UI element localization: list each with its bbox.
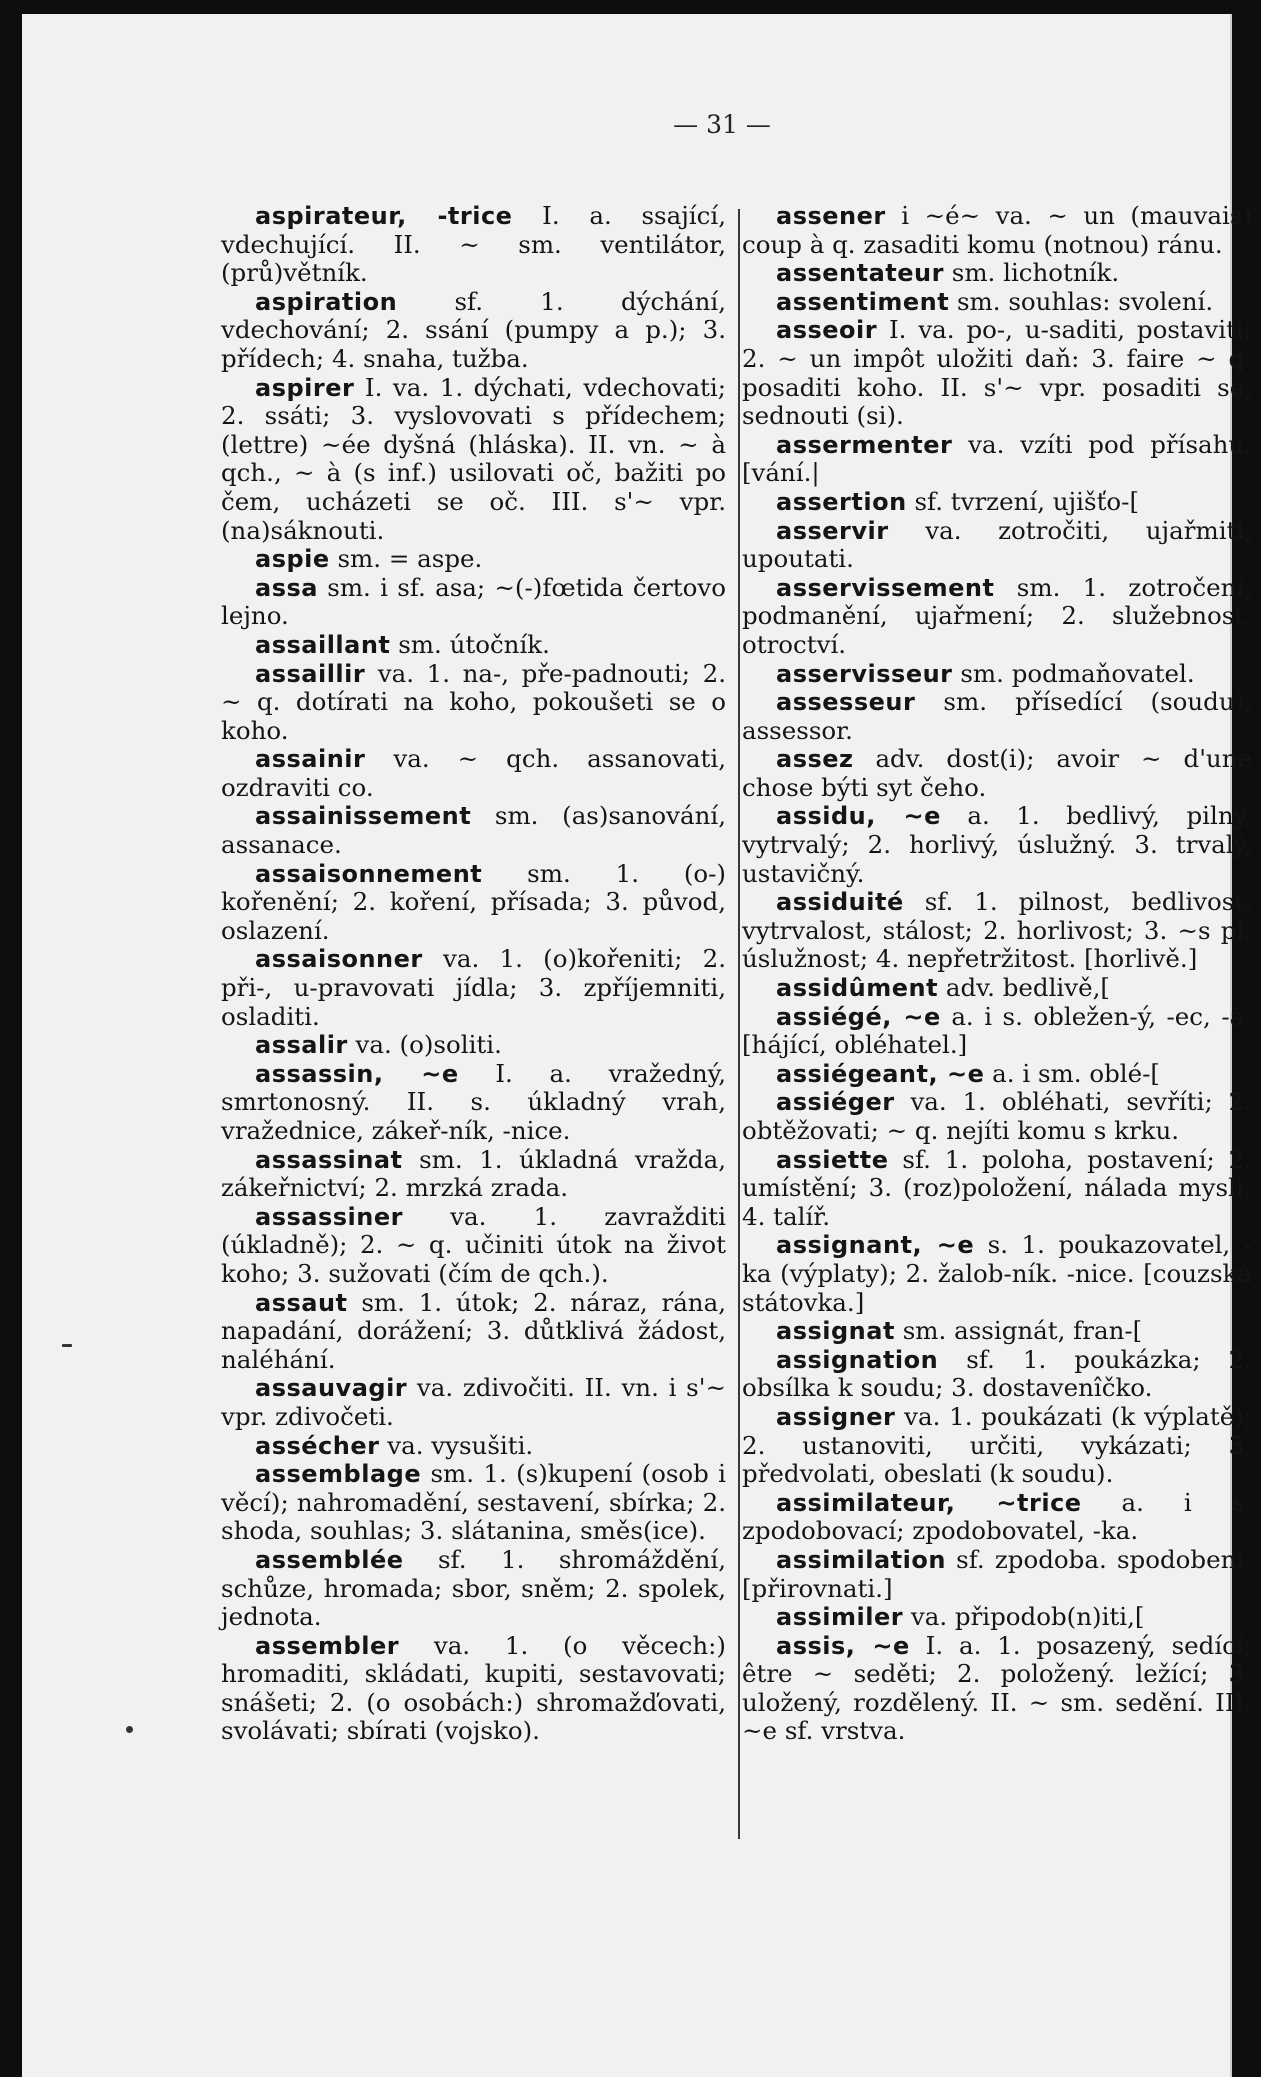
entry-headword: assaillant	[255, 630, 391, 659]
entry-headword: assentateur	[776, 259, 944, 288]
entry-headword: assener	[776, 202, 886, 230]
entry-headword: assidûment	[776, 974, 939, 1003]
entry-headword: assignation	[776, 1345, 939, 1374]
entry-headword: assis, ~e	[776, 1631, 910, 1660]
dictionary-entry	[742, 316, 1252, 430]
entry-definition: va. 1. na-, pře-padnouti; 2. ~ q. dotírati na koho, pokoušeti se o koho.	[221, 658, 726, 745]
entry-headword: assassin, ~e	[255, 1059, 459, 1088]
entry-headword: assimilation	[776, 1545, 946, 1574]
dictionary-entry	[742, 1403, 1252, 1489]
entry-headword: assécher	[255, 1431, 380, 1460]
entry-headword: assalir	[255, 1031, 348, 1060]
entry-headword: assemblée	[255, 1545, 404, 1574]
entry-definition: sf. 1. shromáždění, schůze, hromada; sbor, sněm; 2. spolek, jednota.	[221, 1544, 726, 1632]
entry-headword: assiette	[776, 1145, 889, 1174]
entry-headword: assassinat	[255, 1145, 403, 1174]
dictionary-entry	[221, 574, 726, 631]
entry-headword: assermenter	[776, 430, 953, 459]
dictionary-entry	[742, 1346, 1252, 1403]
entry-definition: sf. tvrzení, ujišťo-[	[906, 486, 1139, 516]
entry-headword: assemblage	[255, 1460, 422, 1489]
entry-definition: sm. 1. úkladná vražda, zákeřnictví; 2. mrzká zrada.	[221, 1144, 726, 1203]
dictionary-entry	[221, 1374, 726, 1431]
entry-definition: sm. přísedící (soudu), assessor.	[742, 687, 1252, 745]
entry-definition: sm. útočník.	[390, 629, 550, 659]
dictionary-entry	[742, 688, 1252, 745]
entry-definition: sm. = aspe.	[329, 544, 483, 574]
entry-definition: a. i s. zpodobovací; zpodobovatel, -ka.	[742, 1487, 1252, 1546]
entry-definition: sf. zpodoba. spodobení. [přirovnati.]	[742, 1544, 1252, 1603]
dictionary-entry	[221, 374, 726, 546]
dictionary-entry	[221, 1060, 726, 1146]
left-column	[221, 202, 726, 1746]
dictionary-entry	[221, 1432, 726, 1461]
entry-headword: assa	[255, 573, 318, 602]
dictionary-entry	[221, 1146, 726, 1203]
entry-definition: sm. 1. (s)kupení (osob i věcí); nahromadění, sestavení, sbírka; 2. shoda, souhlas; 3. slátanina, směs(ice).	[221, 1459, 726, 1546]
entry-headword: assaillir	[255, 659, 366, 688]
entry-headword: assaisonner	[255, 945, 423, 974]
margin-speck	[126, 1726, 133, 1733]
entry-definition: sm. (as)sanování, assanace.	[221, 801, 726, 860]
entry-headword: asservisseur	[776, 659, 953, 688]
entry-definition: va. 1. poukázati (k výplatě); 2. ustanoviti, určiti, vykázati; 3. předvolati, obeslati (k soudu).	[742, 1401, 1252, 1489]
dictionary-entry	[742, 574, 1252, 660]
entry-definition: a. 1. bedlivý, pilný, vytrvalý; 2. horlivý, úslužný. 3. trvalý, ustavičný.	[742, 801, 1252, 888]
entry-definition: sf. 1. dýchání, vdechování; 2. ssání (pumpy a p.); 3. přídech; 4. snaha, tužba.	[221, 286, 726, 373]
entry-definition: sf. 1. poukázka; 2. obsílka k soudu; 3. dostavenîčko.	[742, 1344, 1252, 1403]
dictionary-entry	[742, 660, 1252, 689]
entry-definition: I. a. vražedný, smrtonosný. II. s. úkladný vrah, vražednice, zákeř-ník, -nice.	[221, 1058, 726, 1145]
entry-definition: va. 1. obléhati, sevříti; 2. obtěžovati; ~ q. nejíti komu s krku.	[742, 1087, 1252, 1145]
dictionary-entry	[742, 1546, 1252, 1603]
entry-headword: asservir	[776, 516, 889, 545]
entry-headword: assigner	[776, 1402, 896, 1431]
dictionary-entry	[221, 802, 726, 859]
entry-headword: assainissement	[255, 802, 472, 831]
entry-headword: assentiment	[776, 287, 950, 316]
entry-definition: sm. 1. útok; 2. náraz, rána, napadání, dorážení; 3. důtklivá žádost, naléhání.	[221, 1287, 726, 1374]
dictionary-entry	[742, 431, 1252, 488]
entry-definition: sm. 1. (o-) kořenění; 2. koření, přísada; 3. původ, oslazení.	[221, 858, 726, 945]
entry-headword: aspie	[255, 545, 330, 574]
dictionary-entry	[742, 888, 1252, 974]
dictionary-entry	[221, 945, 726, 1031]
entry-definition: va. 1. (o)kořeniti; 2. při-, u-pravovati jídla; 3. zpříjemniti, osladiti.	[221, 944, 726, 1031]
dictionary-entry	[221, 1289, 726, 1375]
entry-headword: assainir	[255, 745, 366, 774]
dictionary-entry	[742, 517, 1252, 574]
entry-definition: va. ~ qch. assanovati, ozdraviti co.	[221, 744, 726, 802]
dictionary-entry	[742, 259, 1252, 288]
entry-headword: aspirer	[255, 373, 355, 402]
dictionary-entry	[742, 488, 1252, 517]
entry-headword: assiduité	[776, 888, 904, 917]
dictionary-entry	[221, 1632, 726, 1746]
dictionary-entry	[221, 1031, 726, 1060]
entry-headword: assiéger	[776, 1088, 895, 1117]
entry-definition: sm. souhlas: svolení.	[949, 286, 1214, 316]
entry-headword: aspirateur, -trice	[255, 202, 513, 230]
entry-definition: va. 1. (o věcech:) hromaditi, skládati, kupiti, sestavovati; snášeti; 2. (o osobách:) shromažďovati, svolávati; sbírati (vojsko).	[221, 1630, 726, 1746]
dictionary-entry	[221, 860, 726, 946]
entry-definition: sm. lichotník.	[943, 258, 1120, 288]
entry-headword: assaut	[255, 1288, 348, 1317]
entry-headword: assesseur	[776, 688, 916, 717]
entry-headword: assignant, ~e	[776, 1231, 975, 1260]
entry-definition: va. vysušiti.	[379, 1430, 534, 1460]
entry-definition: va. zotročiti, ujařmiti, upoutati.	[742, 515, 1252, 574]
entry-definition: sf. 1. pilnost, bedlivost, vytrvalost, stálost; 2. horlivost; 3. ~s pl. úslužnost; 4. nepřetržitost. [horlivě.]	[742, 887, 1252, 974]
entry-headword: asservissement	[776, 573, 995, 602]
entry-definition: a. i s. obležen-ý, -ec, -á. [hájící, obléhatel.]	[742, 1001, 1252, 1060]
dictionary-entry	[221, 745, 726, 802]
entry-headword: assez	[776, 745, 854, 774]
entry-definition: I. a. ssající, vdechující. II. ~ sm. ventilátor, (prů)větník.	[221, 201, 726, 288]
entry-definition: sm. podmaňovatel.	[952, 658, 1195, 688]
entry-headword: assassiner	[255, 1202, 403, 1231]
dictionary-entry	[742, 1003, 1252, 1060]
entry-headword: assauvagir	[255, 1374, 408, 1403]
entry-definition: adv. dost(i); avoir ~ d'une chose býti syt čeho.	[742, 744, 1252, 802]
entry-definition: va. vzíti pod přísahu. [vání.|	[742, 429, 1252, 488]
dictionary-entry	[742, 288, 1252, 317]
dictionary-entry	[221, 660, 726, 746]
dictionary-entry	[742, 1632, 1252, 1746]
dictionary-entry	[221, 545, 726, 574]
dictionary-entry	[742, 1489, 1252, 1546]
entry-headword: assembler	[255, 1631, 400, 1660]
entry-headword: assimiler	[776, 1603, 904, 1632]
entry-definition: a. i sm. oblé-[	[984, 1058, 1160, 1088]
dictionary-entry	[742, 1231, 1252, 1317]
dictionary-entry	[221, 1546, 726, 1632]
dictionary-entry	[221, 631, 726, 660]
entry-headword: assimilateur, ~trice	[776, 1488, 1082, 1517]
dictionary-entry	[742, 202, 1252, 259]
entry-headword: assiégé, ~e	[776, 1002, 941, 1031]
dictionary-entry	[742, 1088, 1252, 1145]
page-number: — 31 —	[673, 110, 771, 139]
entry-definition: va. zdivočiti. II. vn. i s'~ vpr. zdivočeti.	[221, 1373, 726, 1431]
entry-headword: asseoir	[776, 316, 878, 345]
margin-mark	[62, 1344, 72, 1347]
entry-definition: adv. bedlivě,[	[938, 973, 1110, 1003]
dictionary-page	[22, 14, 1253, 2077]
dictionary-entry	[742, 1317, 1252, 1346]
dictionary-entry	[742, 1603, 1252, 1632]
entry-definition: va. (o)soliti.	[347, 1030, 502, 1060]
dictionary-entry	[221, 202, 726, 288]
entry-headword: assaisonnement	[255, 859, 483, 888]
dictionary-entry	[742, 745, 1252, 802]
dictionary-entry	[742, 1146, 1252, 1232]
entry-headword: assiégeant, ~e	[776, 1059, 985, 1088]
entry-definition: I. va. po-, u-saditi, postaviti; 2. ~ un impôt uložiti daň: 3. faire ~ q. posaditi koho. II. s'~ vpr. posaditi se, sednouti (si).	[742, 315, 1252, 431]
dictionary-entry	[221, 1203, 726, 1289]
entry-headword: aspiration	[255, 287, 398, 316]
entry-definition: sm. i sf. asa; ~(-)fœtida čertovo lejno.	[221, 572, 726, 631]
dictionary-entry	[221, 288, 726, 374]
entry-headword: assignat	[776, 1317, 895, 1346]
entry-definition: sf. 1. poloha, postavení; 2. umístění; 3. (roz)položení, nálada mysli; 4. talíř.	[742, 1144, 1252, 1231]
dictionary-entry	[742, 802, 1252, 888]
entry-headword: assidu, ~e	[776, 802, 941, 831]
entry-definition: i ~é~ va. ~ un (mauvais) coup à q. zasaditi komu (notnou) ránu.	[742, 201, 1252, 259]
entry-definition: va. připodob(n)iti,[	[903, 1602, 1145, 1632]
entry-headword: assertion	[776, 487, 907, 516]
entry-definition: va. 1. zavražditi (úkladně); 2. ~ q. učiniti útok na život koho; 3. sužovati (čím de qch.).	[221, 1201, 726, 1288]
dictionary-entry	[742, 974, 1252, 1003]
entry-definition: I. a. 1. posazený, sedící; être ~ seděti; 2. položený. ležící; 3. uložený, rozdělený. II. ~ sm. sedění. III. ~e sf. vrstva.	[742, 1630, 1252, 1746]
dictionary-entry	[221, 1460, 726, 1546]
entry-definition: sm. assignát, fran-[	[894, 1316, 1143, 1346]
entry-definition: s. 1. poukazovatel, -ka (výplaty); 2. žalob-ník. -nice. [couzská státovka.]	[742, 1230, 1253, 1317]
entry-definition: I. va. 1. dýchati, vdechovati; 2. ssáti; 3. vyslovovati s přídechem; (lettre) ~ée dyšná (hláska). II. vn. ~ à qch., ~ à (s inf.) usilovati oč, bažiti po čem, ucházeti se oč. III. s'~ vpr. (na)sáknouti.	[221, 372, 726, 545]
dictionary-entry	[742, 1060, 1252, 1089]
right-column	[732, 202, 1252, 1746]
entry-definition: sm. 1. zotročení, podmanění, ujařmení; 2. služebnost, otroctví.	[742, 572, 1252, 659]
